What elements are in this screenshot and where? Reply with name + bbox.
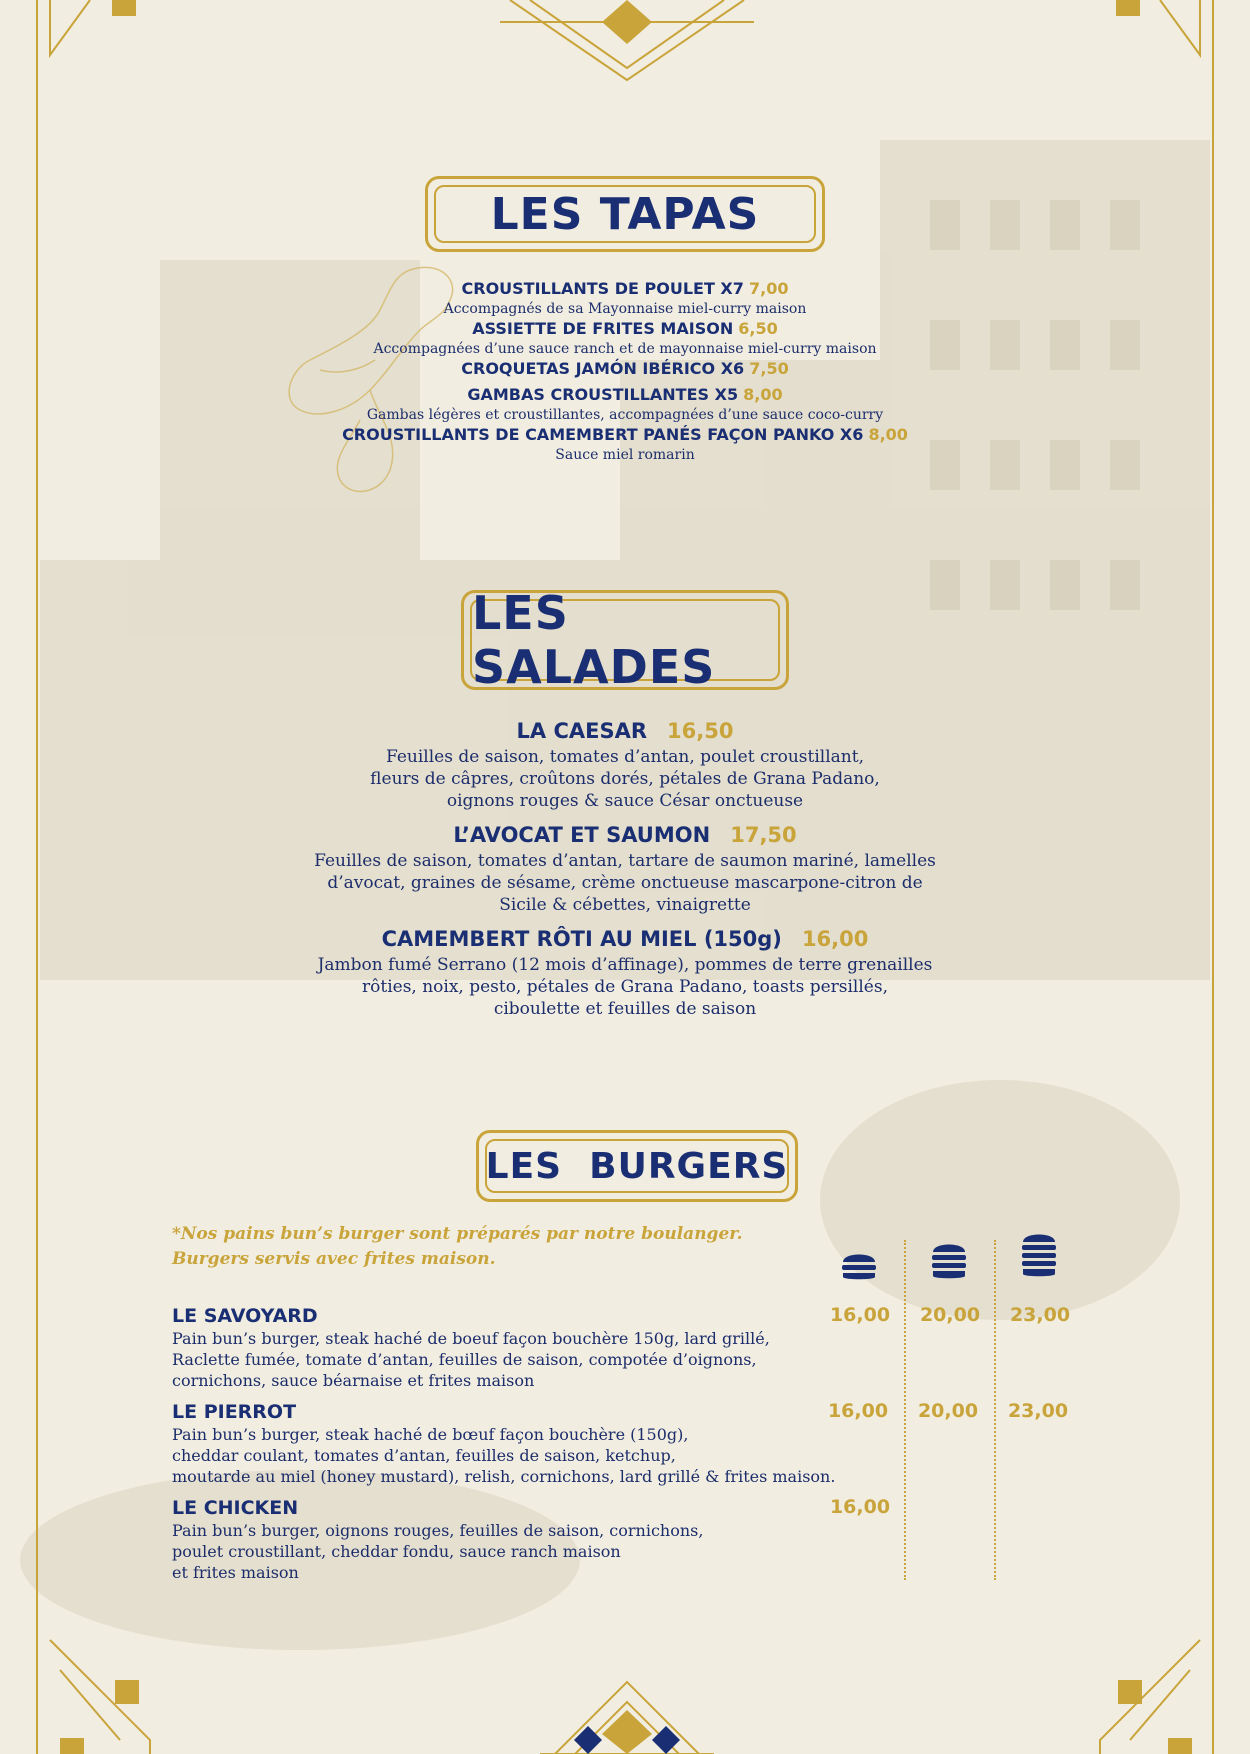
burger-item-desc: poulet croustillant, cheddar fondu, sauce ranch maison bbox=[172, 1542, 621, 1561]
burger-item-name: LE PIERROT bbox=[172, 1401, 297, 1423]
burger-item-desc: et frites maison bbox=[172, 1563, 299, 1582]
salade-item-desc: oignons rouges & sauce César onctueuse bbox=[446, 791, 804, 811]
tapas-item-price: 6,50 bbox=[738, 319, 778, 338]
salade-item-name: L’AVOCAT ET SAUMON bbox=[453, 823, 711, 847]
burger-note bbox=[172, 1222, 743, 1272]
burger-price-triple: 23,00 bbox=[1007, 1400, 1069, 1422]
bottom-ornament bbox=[0, 1630, 1250, 1754]
salade-item-desc: Feuilles de saison, tomates d’antan, tartare de saumon mariné, lamelles bbox=[314, 851, 936, 871]
salade-item-name: LA CAESAR bbox=[516, 719, 648, 743]
salade-item-name: CAMEMBERT RÔTI AU MIEL (150g) bbox=[381, 927, 782, 951]
tapas-item-desc: Accompagnées d’une sauce ranch et de mayonnaise miel-curry maison bbox=[373, 341, 877, 357]
tapas-item-desc: Sauce miel romarin bbox=[555, 447, 695, 463]
double-burger-icon bbox=[930, 1238, 968, 1282]
salade-item-desc: ciboulette et feuilles de saison bbox=[493, 999, 757, 1019]
triple-burger-icon bbox=[1020, 1228, 1058, 1282]
tapas-item-price: 7,00 bbox=[749, 279, 789, 298]
salade-item-desc: rôties, noix, pesto, pétales de Grana Padano, toasts persillés, bbox=[362, 977, 888, 997]
salade-item bbox=[0, 924, 1250, 954]
single-burger-icon bbox=[840, 1248, 878, 1282]
column-divider bbox=[994, 1240, 996, 1580]
salade-item-desc: Sicile & cébettes, vinaigrette bbox=[499, 895, 751, 915]
tapas-item-name: CROUSTILLANTS DE POULET X7 bbox=[461, 279, 744, 298]
burger-note-line: *Nos pains bun’s burger sont préparés par notre boulanger. bbox=[172, 1224, 743, 1244]
tapas-item bbox=[0, 318, 1250, 340]
salade-item-desc: d’avocat, graines de sésame, crème onctueuse mascarpone-citron de bbox=[327, 873, 923, 893]
tapas-item-price: 8,00 bbox=[868, 425, 908, 444]
salade-item bbox=[0, 820, 1250, 850]
tapas-item-name: CROQUETAS JAMÓN IBÉRICO X6 bbox=[461, 359, 745, 378]
tapas-item-name: CROUSTILLANTS DE CAMEMBERT PANÉS FAÇON PANKO X6 bbox=[342, 425, 864, 444]
burger-price-triple: 23,00 bbox=[1009, 1304, 1071, 1326]
burger-item-name: LE SAVOYARD bbox=[172, 1305, 318, 1327]
salade-item-desc: Jambon fumé Serrano (12 mois d’affinage), pommes de terre grenailles bbox=[317, 955, 933, 975]
tapas-item bbox=[0, 384, 1250, 406]
tapas-title: LES TAPAS bbox=[490, 188, 760, 240]
salade-item bbox=[0, 716, 1250, 746]
salades-title-box bbox=[461, 586, 789, 694]
burger-item-desc: Pain bun’s burger, oignons rouges, feuilles de saison, cornichons, bbox=[172, 1521, 704, 1540]
burger-item-desc: Pain bun’s burger, steak haché de boeuf façon bouchère 150g, lard grillé, bbox=[172, 1329, 770, 1348]
salade-item-price: 16,50 bbox=[667, 719, 734, 743]
burger-note-line: Burgers servis avec frites maison. bbox=[172, 1249, 496, 1269]
tapas-item-name: ASSIETTE DE FRITES MAISON bbox=[472, 319, 734, 338]
burger-price-simple: 16,00 bbox=[829, 1304, 891, 1326]
burger-item-desc: moutarde au miel (honey mustard), relish, cornichons, lard grillé & frites maison. bbox=[172, 1467, 836, 1486]
burger-item-name: LE CHICKEN bbox=[172, 1497, 299, 1519]
burger-price-simple: 16,00 bbox=[827, 1400, 889, 1422]
salade-item-desc: Feuilles de saison, tomates d’antan, poulet croustillant, bbox=[386, 747, 864, 767]
burger-item bbox=[172, 1400, 892, 1487]
tapas-item-name: GAMBAS CROUSTILLANTES X5 bbox=[467, 385, 739, 404]
burger-price-double: 20,00 bbox=[917, 1400, 979, 1422]
tapas-item bbox=[0, 358, 1250, 380]
burger-item bbox=[172, 1496, 832, 1583]
burger-item-desc: Pain bun’s burger, steak haché de bœuf façon bouchère (150g), bbox=[172, 1425, 689, 1444]
tapas-list bbox=[0, 278, 1250, 464]
burgers-title-box bbox=[476, 1130, 798, 1202]
burger-price-simple: 16,00 bbox=[829, 1496, 891, 1518]
tapas-item bbox=[0, 278, 1250, 300]
burger-item-desc: cheddar coulant, tomates d’antan, feuilles de saison, ketchup, bbox=[172, 1446, 676, 1465]
burgers-title: LES BURGERS bbox=[485, 1145, 789, 1187]
tapas-item-desc: Gambas légères et croustillantes, accompagnées d’une sauce coco-curry bbox=[366, 407, 884, 423]
tapas-title-box bbox=[425, 176, 825, 252]
tapas-item bbox=[0, 424, 1250, 446]
burger-item bbox=[172, 1304, 832, 1391]
column-divider bbox=[904, 1240, 906, 1580]
salade-item-desc: fleurs de câpres, croûtons dorés, pétales de Grana Padano, bbox=[370, 769, 880, 789]
salades-title: LES SALADES bbox=[472, 586, 716, 694]
burger-item-desc: cornichons, sauce béarnaise et frites maison bbox=[172, 1371, 535, 1390]
tapas-item-price: 8,00 bbox=[743, 385, 783, 404]
tapas-item-desc: Accompagnés de sa Mayonnaise miel-curry maison bbox=[443, 301, 807, 317]
salade-item-price: 16,00 bbox=[801, 927, 869, 951]
burger-price-double: 20,00 bbox=[919, 1304, 981, 1326]
salade-item-price: 17,50 bbox=[730, 823, 797, 847]
tapas-item-price: 7,50 bbox=[749, 359, 789, 378]
burger-item-desc: Raclette fumée, tomate d’antan, feuilles de saison, compotée d’oignons, bbox=[172, 1350, 757, 1369]
top-ornament bbox=[0, 0, 1250, 90]
salades-list bbox=[0, 708, 1250, 1020]
